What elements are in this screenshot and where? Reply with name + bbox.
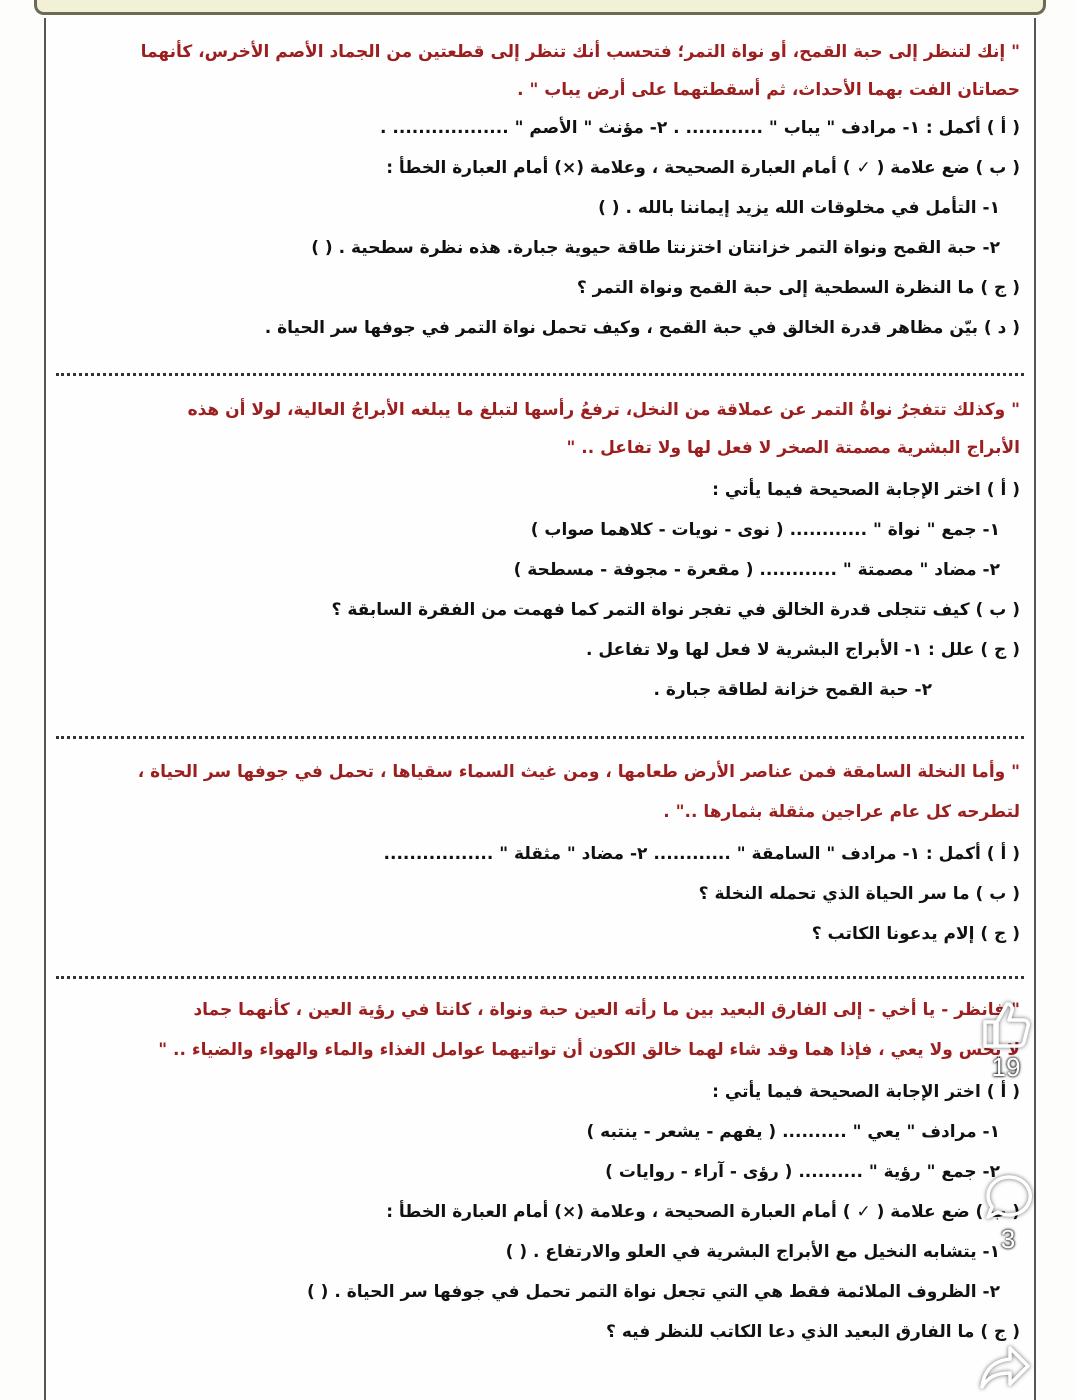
question-line: ( ب ) ضع علامة ( ✓ ) أمام العبارة الصحيحة ، وعلامة (×) أمام العبارة الخطأ : [386, 158, 1020, 178]
passage-line: " فانظر - يا أخي - إلى الفارق البعيد بين ما رأته العين حبة ونواة ، كانتا في رؤية العين ، كأنهما جماد [193, 1000, 1020, 1020]
question-line: ( ج ) إلام يدعونا الكاتب ؟ [811, 924, 1020, 944]
worksheet-page [44, 18, 1036, 1400]
question-line: ٢- حبة القمح خزانة لطاقة جبارة . [653, 680, 932, 700]
passage-line: حصاتان الفت بهما الأحداث، ثم أسقطتهما على أرض يباب " . [517, 80, 1020, 100]
passage-line: " وأما النخلة السامقة فمن عناصر الأرض طعامها ، ومن غيث السماء سقياها ، تحمل في جوفها سر الحياة ، [137, 762, 1020, 782]
question-line: ( أ ) أكمل : ١- مرادف " السامقة " ............ ٢- مضاد " مثقلة " ................. [383, 844, 1020, 864]
question-line: ( د ) بيّن مظاهر قدرة الخالق في حبة القمح ، وكيف تحمل نواة التمر في جوفها سر الحياة . [264, 318, 1020, 338]
question-line: ( أ ) اختر الإجابة الصحيحة فيما يأتي : [712, 480, 1020, 500]
question-line: ( ج ) ما الفارق البعيد الذي دعا الكاتب للنظر فيه ؟ [606, 1322, 1020, 1342]
comment-count: 3 [1000, 1224, 1016, 1254]
passage-line: لتطرحه كل عام عراجين مثقلة بثمارها .." . [663, 802, 1020, 822]
question-line: ٢- الظروف الملائمة فقط هي التي تجعل نواة التمر تحمل في جوفها سر الحياة . ( ) [306, 1282, 1000, 1302]
question-line: ١- مرادف " يعي " .......... ( يفهم - يشعر - ينتبه ) [586, 1122, 1000, 1142]
share-control[interactable] [980, 1340, 1032, 1396]
question-line: ٢- حبة القمح ونواة التمر خزانتان اختزنتا طاقة حيوية جبارة. هذه نظرة سطحية . ( ) [311, 238, 1000, 258]
question-line: ٢- جمع " رؤية " .......... ( رؤى - آراء - روايات ) [605, 1162, 1000, 1182]
question-line: ( ب ) ما سر الحياة الذي تحمله النخلة ؟ [698, 884, 1020, 904]
share-arrow-icon[interactable] [978, 1340, 1034, 1396]
comment-control[interactable] [982, 1172, 1034, 1255]
section-divider [56, 736, 1024, 739]
question-line: ( ب ) كيف تتجلى قدرة الخالق في تفجر نواة التمر كما فهمت من الفقرة السابقة ؟ [331, 600, 1020, 620]
like-control[interactable] [980, 998, 1032, 1083]
question-line: ( ب ) ضع علامة ( ✓ ) أمام العبارة الصحيحة ، وعلامة (×) أمام العبارة الخطأ : [386, 1202, 1020, 1222]
like-count: 19 [991, 1052, 1021, 1082]
question-line: ١- جمع " نواة " ............ ( نوى - نويات - كلاهما صواب ) [530, 520, 1000, 540]
thumbs-up-icon[interactable] [979, 998, 1033, 1052]
comment-bubble-icon[interactable] [982, 1172, 1034, 1224]
page-top-border [34, 0, 1046, 15]
question-line: ( أ ) أكمل : ١- مرادف " يباب " ............ . ٢- مؤنث " الأصم " .................. . [380, 118, 1020, 138]
passage-line: لا يحس ولا يعي ، فإذا هما وقد شاء لهما خالق الكون أن تواتيهما عوامل الغذاء والماء والهواء والضياء .. " [158, 1040, 1020, 1060]
question-line: ٢- مضاد " مصمتة " ............ ( مقعرة - مجوفة - مسطحة ) [513, 560, 1000, 580]
section-divider [56, 373, 1024, 376]
passage-line: " إنك لتنظر إلى حبة القمح، أو نواة التمر؛ فتحسب أنك تنظر إلى قطعتين من الجماد الأصم الأخرس، كأنهما [140, 42, 1020, 62]
question-line: ( ج ) ما النظرة السطحية إلى حبة القمح ونواة التمر ؟ [576, 278, 1020, 298]
question-line: ( أ ) اختر الإجابة الصحيحة فيما يأتي : [712, 1082, 1020, 1102]
question-line: ١- التأمل في مخلوقات الله يزيد إيماننا بالله . ( ) [598, 198, 1000, 218]
question-line: ( ج ) علل : ١- الأبراج البشرية لا فعل لها ولا تفاعل . [586, 640, 1020, 660]
section-divider [56, 976, 1024, 979]
passage-line: " وكذلك تتفجرُ نواةُ التمر عن عملاقة من النخل، ترفعُ رأسها لتبلغ ما يبلغه الأبراجُ العالية، لولا أن هذه [187, 400, 1020, 420]
passage-line: الأبراج البشرية مصمتة الصخر لا فعل لها ولا تفاعل .. " [566, 438, 1020, 458]
question-line: ١- يتشابه النخيل مع الأبراج البشرية في العلو والارتفاع . ( ) [505, 1242, 1000, 1262]
